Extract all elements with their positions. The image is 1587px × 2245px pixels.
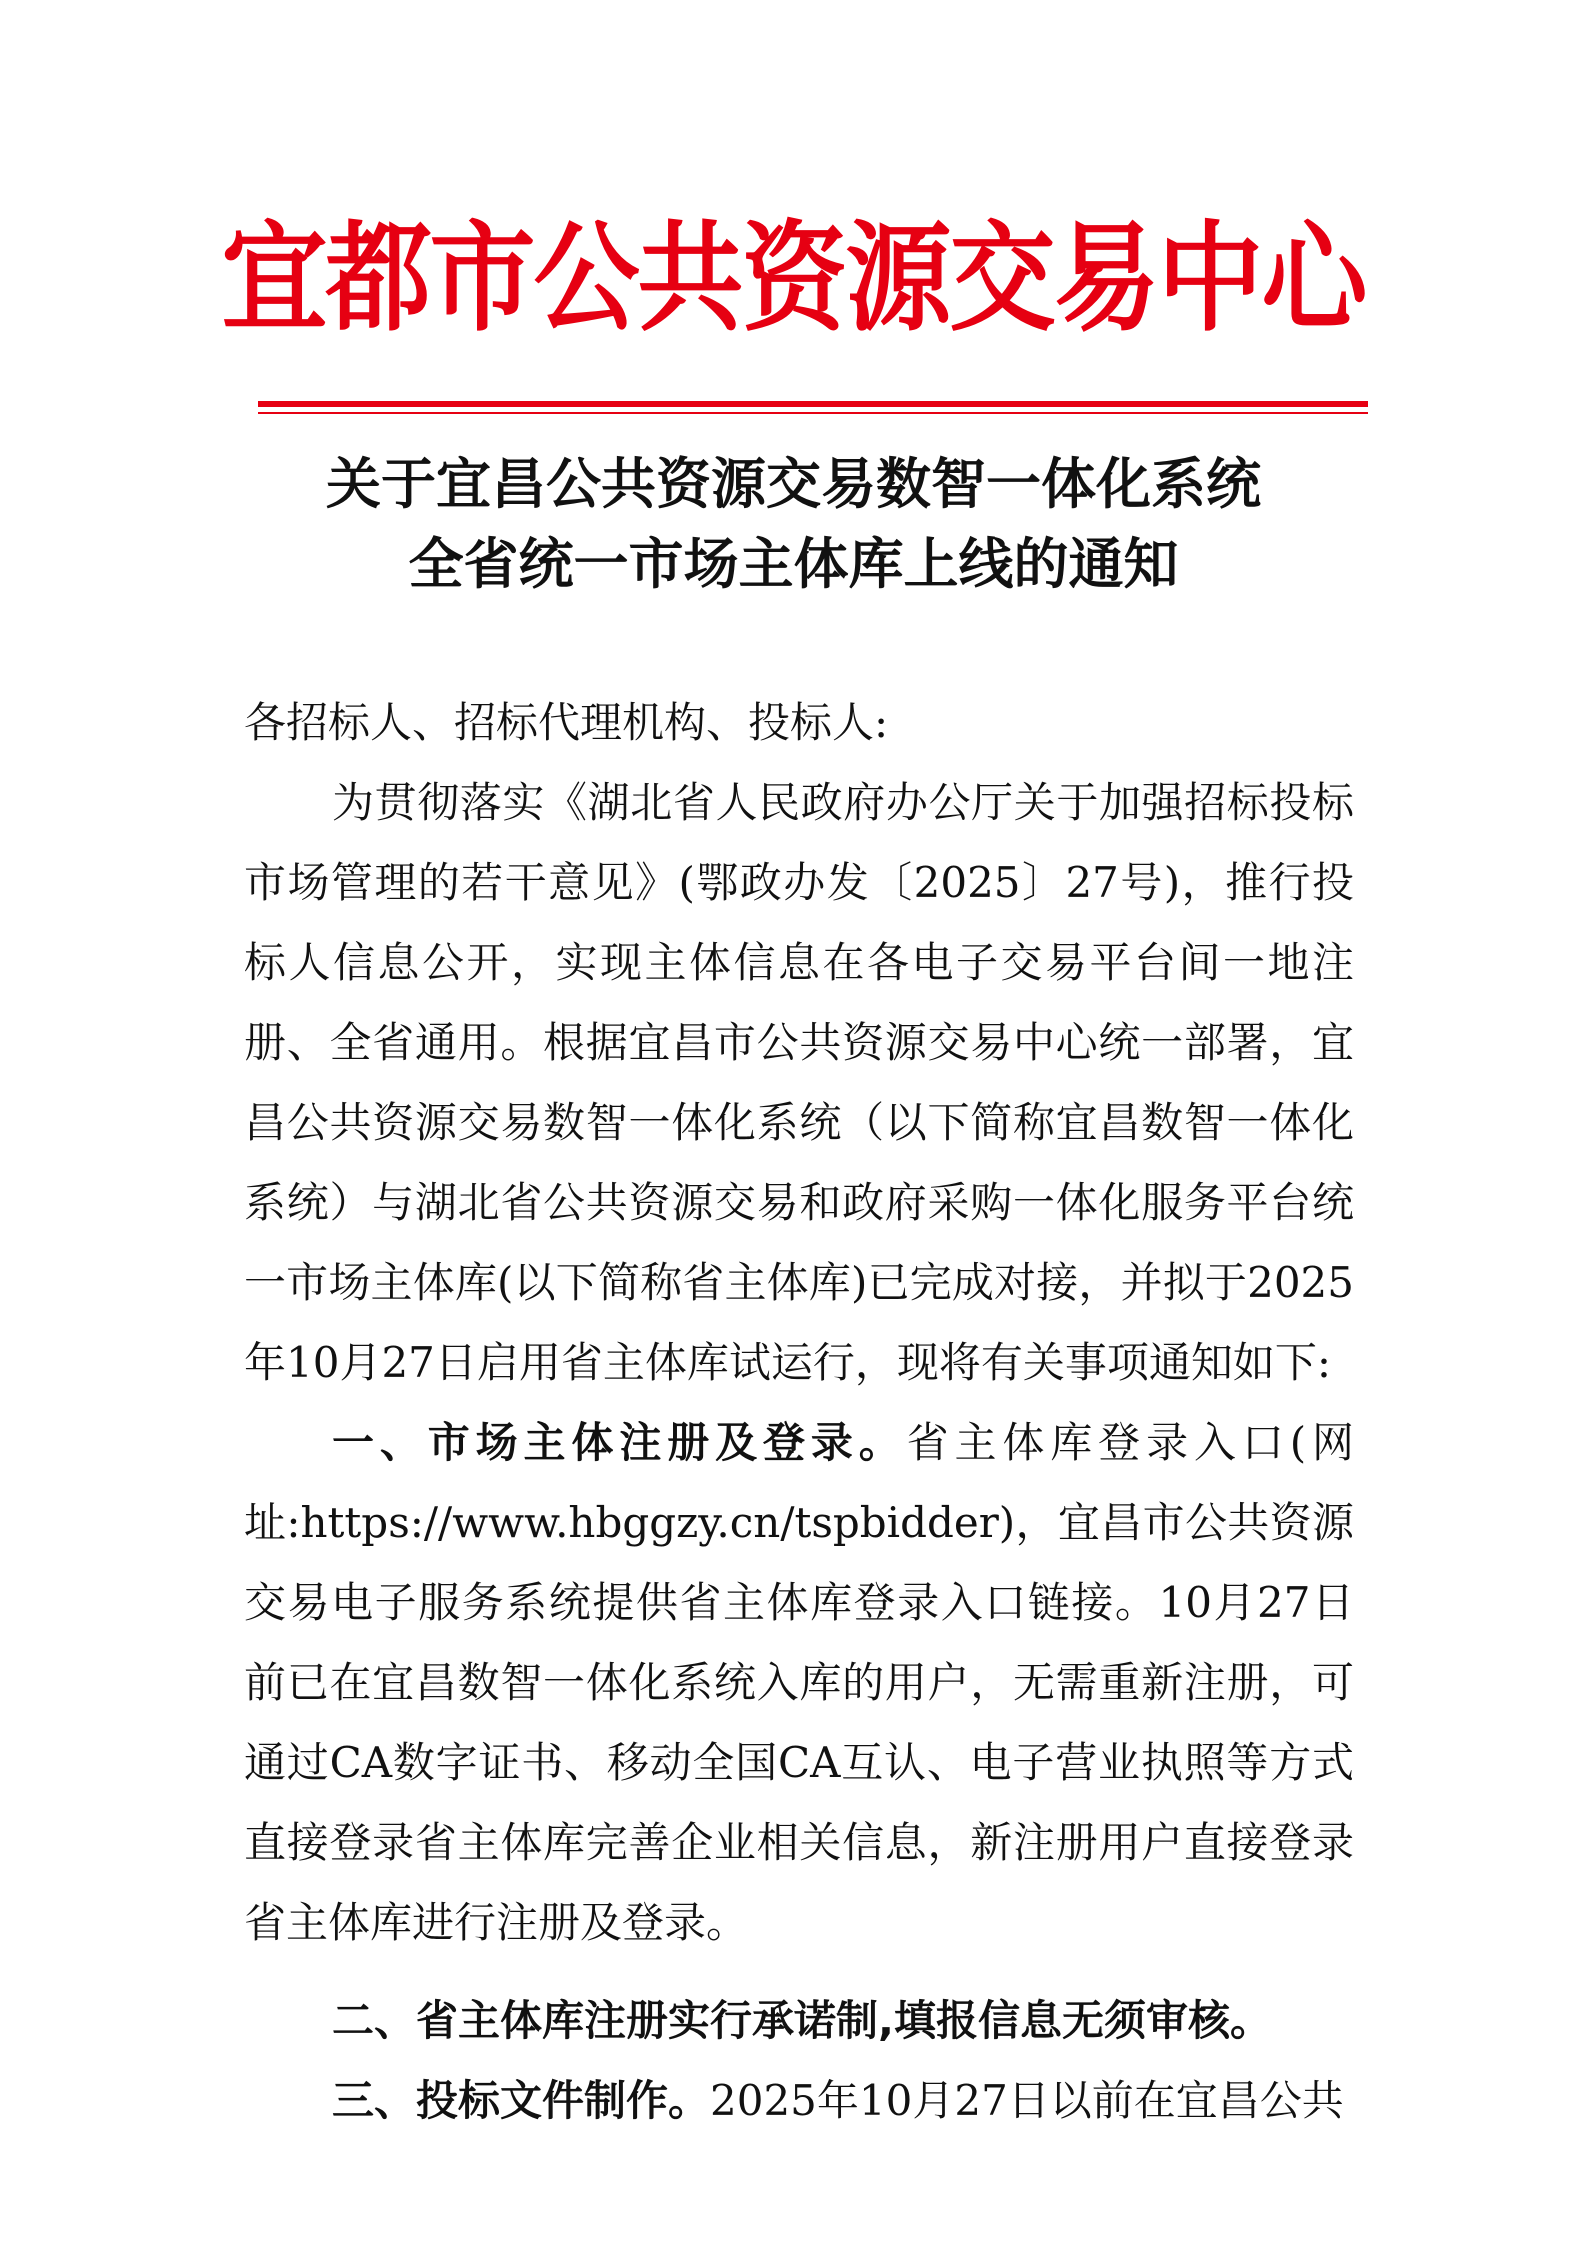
item-2-paragraph bbox=[244, 1981, 1354, 2061]
item-2-heading: 二、省主体库注册实行承诺制,填报信息无须审核。 bbox=[332, 1996, 1272, 2045]
item-3-text: 2025年10月27日以前在宜昌公共 bbox=[710, 2076, 1344, 2125]
item-1-text: 省主体库登录入口(网址:https://www.hbggzy.cn/tspbidder)，宜昌市公共资源交易电子服务系统提供省主体库登录入口链接。10月27日前已在宜昌数智一体化系统入库的用户，无需重新注册，可通过CA数字证书、移动全国CA互认、电子营业执照等方式直接登录省主体库完善企业相关信息，新注册用户直接登录省主体库进行注册及登录。 bbox=[244, 1418, 1354, 1947]
item-3-heading: 三、投标文件制作。 bbox=[332, 2076, 711, 2125]
organization-header: 宜都市公共资源交易中心 bbox=[221, 207, 1366, 348]
document-body bbox=[244, 683, 1354, 2141]
header-rule-thin bbox=[258, 412, 1368, 414]
header-rule-thick bbox=[258, 401, 1368, 407]
item-1-paragraph bbox=[244, 1403, 1354, 1963]
intro-paragraph: 为贯彻落实《湖北省人民政府办公厅关于加强招标投标市场管理的若干意见》(鄂政办发〔2025〕27号)，推行投标人信息公开，实现主体信息在各电子交易平台间一地注册、全省通用。根据宜昌市公共资源交易中心统一部署，宜昌公共资源交易数智一体化系统（以下简称宜昌数智一体化系统）与湖北省公共资源交易和政府采购一体化服务平台统一市场主体库(以下简称省主体库)已完成对接，并拟于2025年10月27日启用省主体库试运行，现将有关事项通知如下: bbox=[244, 778, 1354, 1387]
salutation: 各招标人、招标代理机构、投标人: bbox=[244, 698, 889, 747]
item-3-paragraph bbox=[244, 2061, 1354, 2141]
document-title-line2: 全省统一市场主体库上线的通知 bbox=[408, 532, 1179, 596]
document-title-line1: 关于宜昌公共资源交易数智一体化系统 bbox=[325, 452, 1261, 516]
item-1-heading: 一、市场主体注册及登录。 bbox=[332, 1418, 907, 1467]
